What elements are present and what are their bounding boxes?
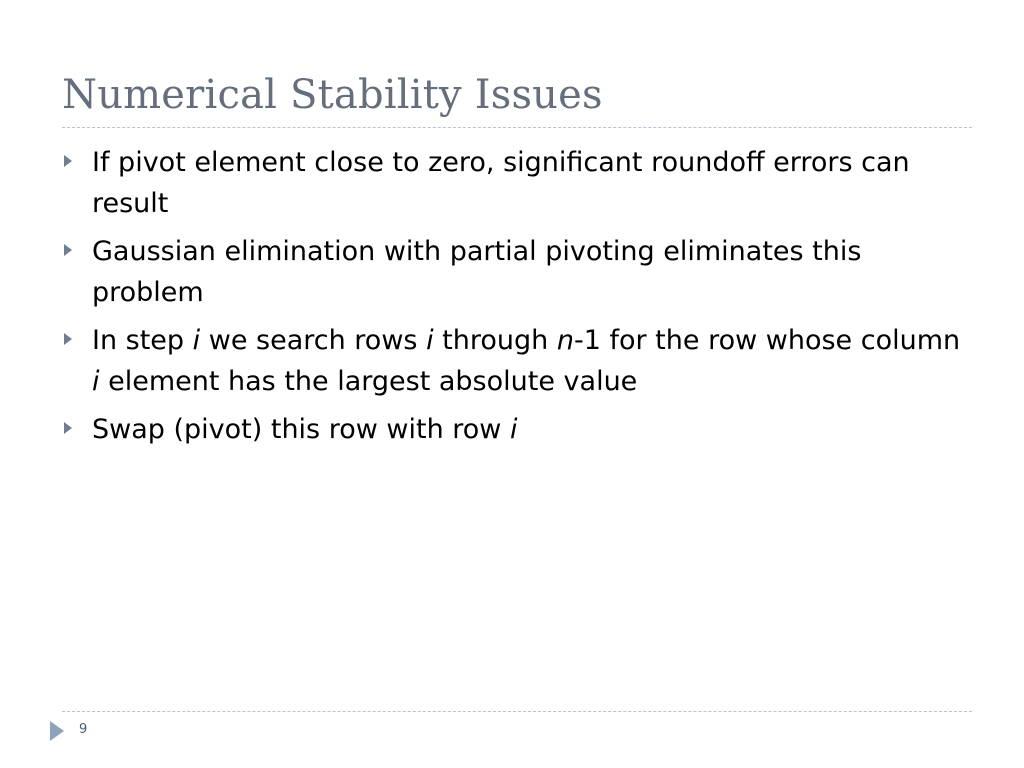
- italic-variable: i: [509, 414, 518, 445]
- bullet-text: [92, 325, 960, 397]
- text-run: -1 for the row whose column: [573, 325, 961, 356]
- bullet-text: [92, 414, 517, 445]
- bullet-item: [62, 320, 972, 402]
- title-divider: [62, 127, 972, 128]
- italic-variable: i: [92, 366, 100, 397]
- bullet-item: [62, 142, 972, 224]
- text-run: If pivot element close to zero, significant roundoff errors can result: [92, 147, 910, 219]
- text-run: through: [433, 325, 557, 356]
- text-run: we search rows: [200, 325, 427, 356]
- bullet-item: [62, 231, 972, 313]
- triangle-right-icon: [64, 422, 72, 434]
- bullet-text: [92, 236, 861, 308]
- bullet-text: [92, 147, 910, 219]
- page-number: 9: [79, 722, 88, 737]
- triangle-right-icon: [64, 333, 72, 345]
- italic-variable: i: [192, 325, 201, 356]
- italic-variable: n: [556, 325, 574, 356]
- slide-title: Numerical Stability Issues: [62, 72, 603, 118]
- text-run: Gaussian elimination with partial pivoting eliminates this problem: [92, 236, 862, 308]
- text-run: element has the largest absolute value: [99, 366, 638, 397]
- footer-divider: [62, 711, 972, 712]
- triangle-right-icon: [64, 244, 72, 256]
- text-run: Swap (pivot) this row with row: [92, 414, 510, 445]
- triangle-right-icon: [50, 721, 64, 741]
- bullet-item: [62, 409, 972, 450]
- text-run: In step: [92, 325, 193, 356]
- bullet-list: [62, 142, 972, 457]
- triangle-right-icon: [64, 155, 72, 167]
- italic-variable: i: [426, 325, 434, 356]
